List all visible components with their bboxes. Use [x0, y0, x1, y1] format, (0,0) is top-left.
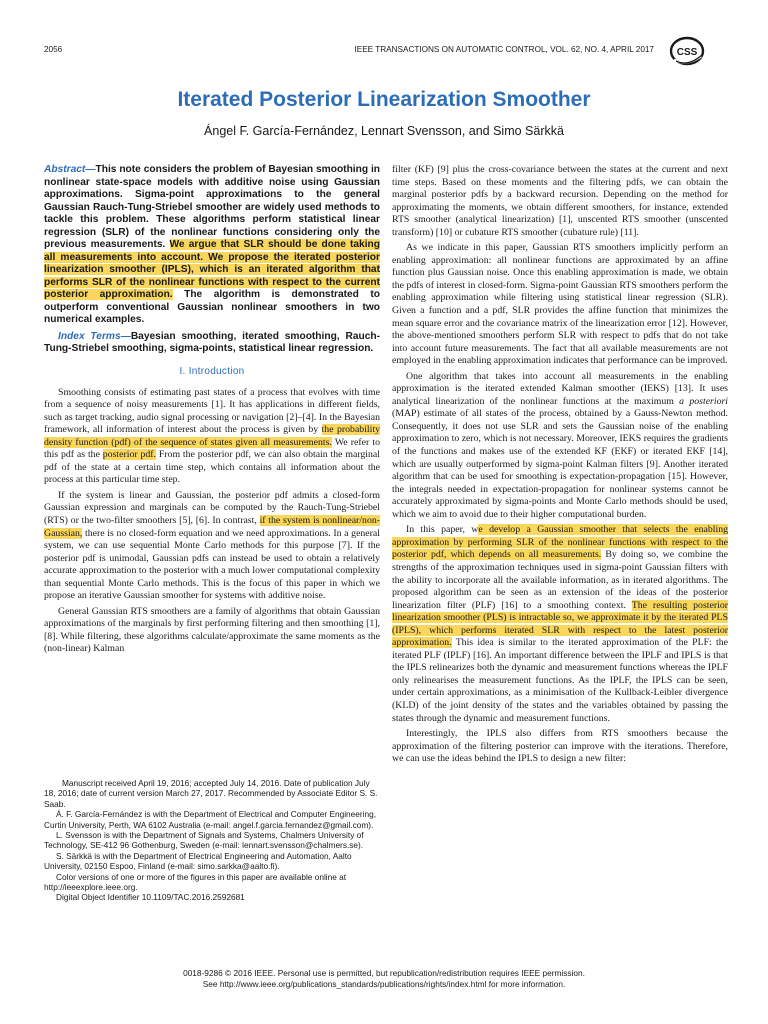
- highlight-posterior-pdf: posterior pdf.: [102, 449, 156, 461]
- copyright-line-1: 0018-9286 © 2016 IEEE. Personal use is permitted, but republication/redistribution requires IEEE permission.: [183, 968, 585, 978]
- text-run: If the system is linear and Gaussian, the posterior pdf admits a closed-form Gaussian expression and marginals can be computed by the Rauch-Tung-Striebel (RTS) or the two-filter smoothers [5], [6]. In contrast,: [44, 489, 380, 526]
- footnote-block: [44, 778, 382, 903]
- logo-text: CSS: [676, 47, 698, 58]
- footnote-manuscript: Manuscript received April 19, 2016; accepted July 14, 2016. Date of publication July 18, 2016; date of current version March 27, 2017. Recommended by Associate Editor S. S. Saab.: [44, 778, 378, 809]
- css-society-logo: [668, 36, 706, 66]
- abstract-highlight: We argue that SLR should be done taking all measurements into account. We propose the iterated posterior linearization smoother (IPLS), which is an iterated algorithm that performs SLR of the nonlinear functions with respect to the current posterior approximation.: [44, 239, 380, 300]
- text-run: This idea is similar to the iterated approximation of the PLF: the iterated PLF (IPLF) [16]. An important difference between the IPLF and IPLS is that the IPLS relinearizes both the dynamic and measurement functions whereas the IPLF only relinearises the measurement functions. As the IPLF, the IPLS can be seen, under certain approximations, as a minimisation of the Kullback-Leibler divergence (KLD) of the joint density of the states and the variables obtained by passing the states through the dynamic and measurement functions.: [392, 637, 728, 724]
- section-heading-introduction: I. Introduction: [179, 365, 245, 377]
- right-column: [392, 164, 728, 769]
- index-terms-lead: Index Terms—: [58, 330, 131, 342]
- intro-paragraph-3: General Gaussian RTS smoothers are a family of algorithms that obtain Gaussian approximations of the marginals by first performing filtering and then smoothing [1], [8]. While filtering, these algorithms calculate/approximate the same moments as the (non-linear) Kalman: [44, 605, 380, 655]
- highlight-pdf-definition: the probability density function (pdf) of the sequence of states given all measurements.: [44, 424, 380, 448]
- author-list: Ángel F. García-Fernández, Lennart Svensson, and Simo Särkkä: [204, 124, 564, 138]
- journal-citation: IEEE TRANSACTIONS ON AUTOMATIC CONTROL, VOL. 62, NO. 4, APRIL 2017: [354, 45, 654, 54]
- text-run: Smoothing consists of estimating past states of a process that evolves with time from a sequence of noisy measurements [1]. It has applications in different fields, such as target tracking, audio signal processing or navigation [2]–[4]. In the Bayesian framework, all information of interest about the process is given by: [44, 386, 380, 436]
- footnote-doi: Digital Object Identifier 10.1109/TAC.2016.2592681: [56, 892, 245, 903]
- intro-paragraph-1: [44, 387, 380, 487]
- highlight-pls-ipls: The resulting posterior linearization smoother (PLS) is intractable so, we approximate it by the iterated PLS (IPLS), which performs iterated SLR with respect to the latest posterior approximation.: [392, 599, 728, 649]
- text-run: (MAP) estimate of all states of the process, obtained by a Gauss-Newton method. Consequently, it does not use SLR and sets the Gaussian noise of the enabling approximation to zero, which is not necessary. Moreover, IEKS requires the gradients of the functions and makes use of the extended KF (EKF) or iterated EKF [14], which are usually outperformed by sigma-point Kalman filters [9]. Another iterated algorithm that can be used for smoothing is expectation-propagation [15]. However, the integrals needed in expectation-propagation for nonlinear systems cannot be accurately approximated by sigma-points and Monte Carlo methods should be used, which we aim to avoid due to their higher computational burden.: [392, 408, 728, 520]
- copyright-notice: [0, 968, 768, 990]
- right-paragraph-5: Interestingly, the IPLS also differs from RTS smoothers because the approximation of the filtering posterior can improve with the iterations. Therefore, we can use the ideas behind the IPLS to design a new filter:: [392, 728, 728, 765]
- footnote-author-3: S. Särkkä is with the Department of Electrical Engineering and Automation, Aalto University, 02150 Espoo, Finland (e-mail: simo.sarkka@aalto.fi).: [44, 850, 352, 872]
- index-terms-text: Bayesian smoothing, iterated smoothing, Rauch-Tung-Striebel smoothing, sigma-points, statistical linear regression.: [44, 330, 380, 354]
- text-run: From the posterior pdf, we can also obtain the marginal pdf of the state at a certain time step, which contains all information about the process at this particular time step.: [44, 449, 380, 486]
- right-paragraph-4: [392, 524, 728, 725]
- text-run: By doing so, we combine the strengths of the approximation techniques used in sigma-point Gaussian filters with the ability to incorporate all the available information, as in iterated algorithms. The proposed algorithm can be seen as an extension of the ideas of the posterior linearization filter (PLF) [16] to a smoothing context.: [392, 549, 729, 611]
- abstract-lead: Abstract—: [44, 164, 96, 175]
- right-paragraph-2: As we indicate in this paper, Gaussian RTS smoothers implicitly perform an enabling approximation: all nonlinear functions are approximated by an affine function plus Gaussian noise. Once this enabling approximation is made, we obtain the pdfs of interest in closed-form. Sigma-point Gaussian RTS smoothers perform the enabling approximation while filtering using statistical linear regression (SLR). Given a function and a pdf, SLR provides the affine function that minimizes the mean square error and the covariance matrix of the linearization error [12]. However, the above-mentioned smoothers perform SLR with respect to pdfs that do not take into account future measurements. The fact that all available measurements are not employed in the enabling approximation indicates that performance can be improved.: [392, 242, 728, 367]
- footnote-author-1: Á. F. García-Fernández is with the Department of Electrical and Computer Engineering, Curtin University, Perth, WA 6102 Australia (e-mail: angel.f.garcia.fernandez@gmail.com).: [44, 809, 377, 830]
- paper-title: Iterated Posterior Linearization Smoother: [177, 88, 591, 111]
- footnote-color-note: Color versions of one or more of the figures in this paper are available online at http://ieeexplore.ieee.org.: [44, 871, 347, 893]
- abstract: [44, 164, 380, 327]
- index-terms: [44, 331, 380, 356]
- copyright-line-2: See http://www.ieee.org/publications_standards/publications/rights/index.html for more information.: [202, 979, 566, 989]
- highlight-nonlinear: if the system is nonlinear/non-Gaussian,: [44, 514, 380, 539]
- highlight-develop-smoother: e develop a Gaussian smoother that selects the enabling approximation by performing SLR of the nonlinear functions with respect to the posterior pdf, which depends on all measurements.: [392, 524, 729, 561]
- text-run: One algorithm that takes into account all measurements in the enabling approximation is the iterated extended Kalman smoother (IEKS) [13]. It uses analytical linearization of the nonlinear functions at the maximum: [392, 370, 728, 407]
- right-paragraph-3: [392, 371, 728, 522]
- italic-text: a posteriori: [679, 395, 729, 407]
- text-run: there is no closed-form equation and we need approximations. In a general system, we can use sequential Monte Carlo methods for this purpose [7]. If the posterior pdf is unimodal, Gaussian pdfs can instead be used to obtain a relatively accurate approximation to the posterior with a much lower computational complexity than sequential Monte Carlo methods. This is the focus of this paper in which we propose an iterative Gaussian smoother for systems with additive noise.: [44, 527, 380, 602]
- intro-paragraph-2: [44, 490, 380, 603]
- page-number: 2056: [44, 45, 63, 54]
- running-header: [44, 42, 654, 56]
- abstract-text-end: The algorithm is demonstrated to outperform conventional Gaussian nonlinear smoothers in two numerical examples.: [44, 289, 380, 325]
- text-run: We refer to this pdf as the: [44, 436, 380, 461]
- text-run: In this paper, w: [406, 524, 479, 536]
- right-paragraph-1: filter (KF) [9] plus the cross-covariance between the states at the current and next time steps. Based on these moments and the filtering pdfs, we can obtain the marginal posterior pdfs by a backward recursion. Depending on the method for approximating the moments, we obtain different smoothers, for instance, extended RTS smoother (analytical linearization) [1], unscented RTS smoother (unscented transform) [10] or cubature RTS smoother (cubature rule) [11].: [392, 164, 728, 238]
- abstract-text: This note considers the problem of Bayesian smoothing in nonlinear state-space models with additive noise using Gaussian approximations. Sigma-point approximations to the general Gaussian Rauch-Tung-Striebel smoother are widely used methods to tackle this problem. These algorithms perform statistical linear regression (SLR) of the nonlinear functions considering only the previous measurements.: [44, 164, 380, 250]
- left-column: [44, 164, 380, 659]
- footnote-author-2: L. Svensson is with the Department of Signals and Systems, Chalmers University of Technology, SE-412 96 Gothenburg, Sweden (e-mail: lennart.svensson@chalmers.se).: [44, 830, 364, 851]
